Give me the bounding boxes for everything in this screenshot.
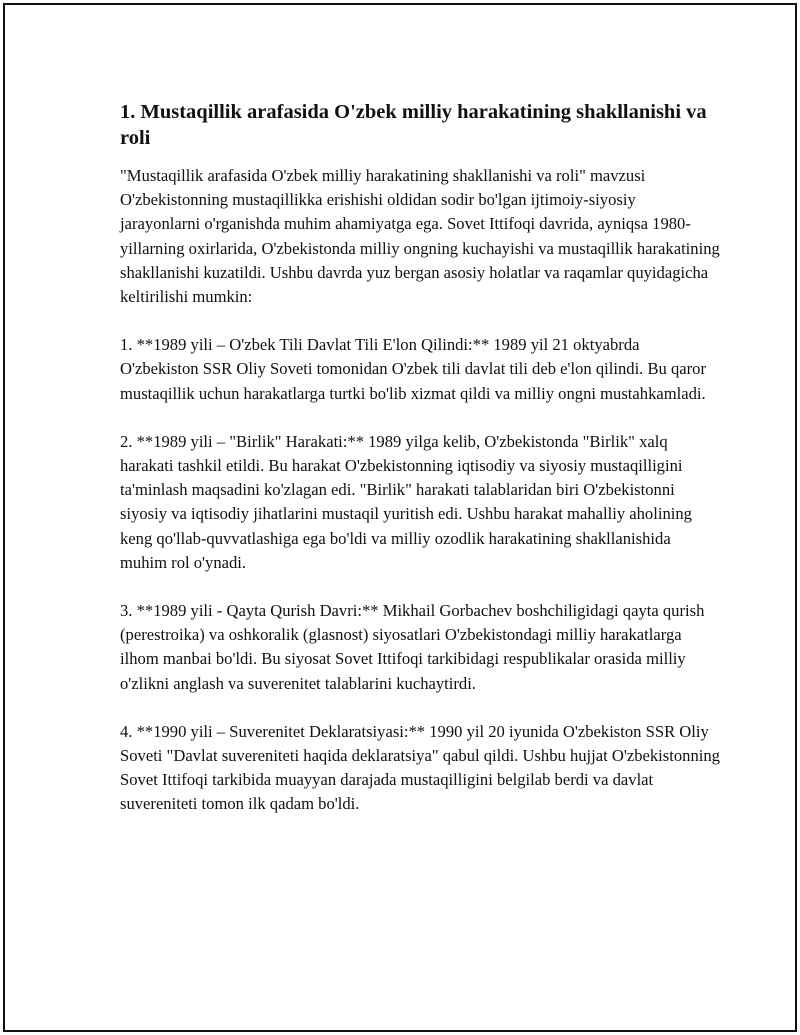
section-1990-sovereignty: 4. **1990 yili – Suverenitet Deklaratsiyasi:** 1990 yil 20 iyunida O'zbekiston SSR Oliy Soveti "Davlat suvereniteti haqida deklaratsiya" qabul qildi. Ushbu hujjat O'zbekistonning Sovet Ittifoqi tarkibida muayyan darajada mustaqilligini belgilab berdi va davlat suvereniteti tomon ilk qadam bo'ldi. xyxy=(120,721,720,814)
section-1989-perestroika: 3. **1989 yili - Qayta Qurish Davri:** Mikhail Gorbachev boshchiligidagi qayta qurish (perestroika) va oshkoralik (glasnost) siyosatlari O'zbekistondagi milliy harakatlarga ilhom manbai bo'ldi. Bu siyosat Sovet Ittifoqi tarkibidagi respublikalar orasida milliy o'zlikni anglash va suverenitet talablarini kuchaytirdi. xyxy=(120,601,705,693)
page-frame xyxy=(3,3,797,1032)
section-1989-language: 1. **1989 yili – O'zbek Tili Davlat Tili E'lon Qilindi:** 1989 yil 21 oktyabrda O'zbekiston SSR Oliy Soveti tomonidan O'zbek tili davlat tili deb e'lon qilindi. Bu qaror mustaqillik uchun harakatlarga turtki bo'lib xizmat qildi va milliy ongni mustahkamladi. xyxy=(120,335,707,403)
section-1989-birlik: 2. **1989 yili – "Birlik" Harakati:** 1989 yilga kelib, O'zbekistonda "Birlik" xalq harakati tashkil etildi. Bu harakat O'zbekistonning iqtisodiy va siyosiy mustaqilligini ta'minlash maqsadini ko'zlagan edi. "Birlik" harakati talablaridan biri O'zbekistonni siyosiy va iqtisodiy jihatlarini mustaqil yuritish edi. Ushbu harakat mahalliy aholining keng qo'llab-quvvatlashiga ega bo'ldi va milliy ozodlik harakatining shakllanishida muhim rol o'ynadi. xyxy=(120,431,692,572)
document-title: 1. Mustaqillik arafasida O'zbek milliy harakatining shakllanishi va roli xyxy=(120,101,707,149)
intro-paragraph: "Mustaqillik arafasida O'zbek milliy harakatining shakllanishi va roli" mavzusi O'zbekistonning mustaqillikka erishishi oldidan sodir bo'lgan ijtimoiy-siyosiy jarayonlarni o'rganishda muhim ahamiyatga ega. Sovet Ittifoqi davrida, ayniqsa 1980-yillarning oxirlarida, O'zbekistonda milliy ongning kuchayishi va mustaqillik harakatining shakllanishi kuzatildi. Ushbu davrda yuz bergan asosiy holatlar va raqamlar quyidagicha keltirilishi mumkin: xyxy=(120,166,720,307)
document-body xyxy=(120,99,720,817)
